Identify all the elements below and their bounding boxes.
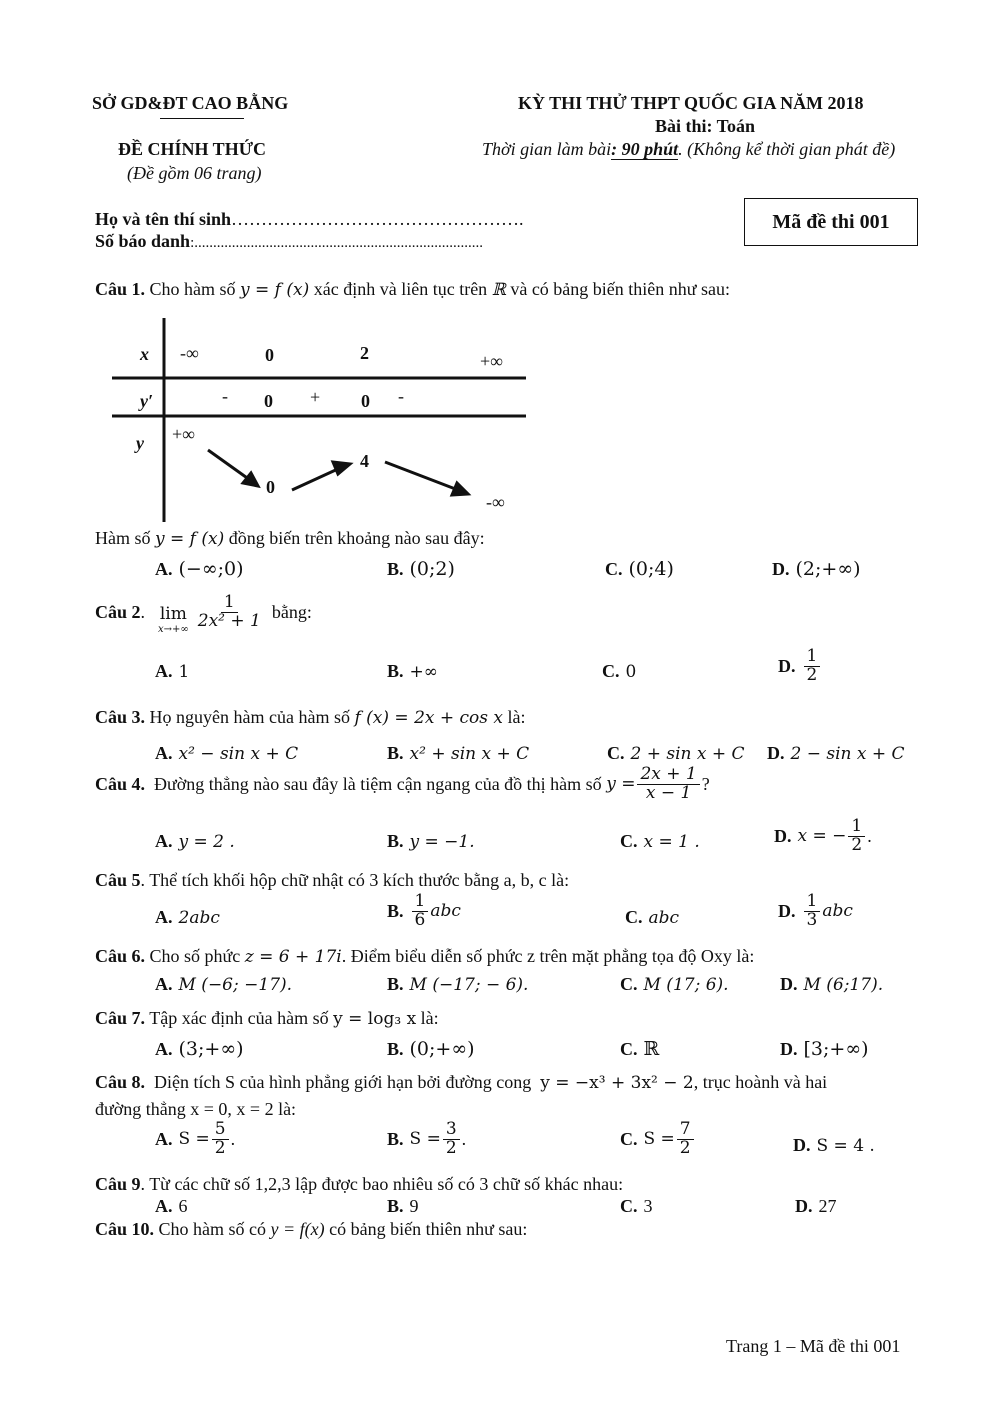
q8-line2: đường thẳng x = 0, x = 2 là: — [95, 1099, 297, 1119]
q9-answer-b — [387, 1196, 419, 1217]
answer-label: C. — [602, 661, 620, 681]
question-8 — [95, 1072, 827, 1093]
answer-label: A. — [155, 831, 173, 851]
q4-answer-c — [620, 831, 700, 852]
q8-answer-d — [793, 1135, 875, 1156]
answer-label: D. — [772, 559, 790, 579]
answer-label: C. — [620, 831, 638, 851]
answer-value: 1 — [178, 662, 190, 682]
sign-3: + — [310, 387, 321, 407]
q7-func: y = log₃ x — [333, 1009, 417, 1029]
q3-answer-d — [767, 743, 905, 764]
q4-denominator: x − 1 — [645, 782, 692, 803]
answer-fraction — [443, 1121, 460, 1158]
exam-code-box — [744, 198, 918, 246]
q1-followup-func: y = f (x) — [155, 529, 225, 549]
q1-answer-d — [772, 558, 861, 581]
q6-text-b: . Điểm biểu diễn số phức z trên mặt phẳng tọa độ Oxy là: — [341, 946, 755, 966]
arrow-down-2-head — [452, 483, 468, 495]
answer-label: A. — [155, 1128, 173, 1149]
q3-answer-a — [155, 743, 298, 764]
answer-fraction — [677, 1121, 694, 1158]
answer-value: x² − sin x + C — [178, 744, 299, 764]
q2-tail: bằng: — [271, 602, 312, 622]
arrow-up-head — [333, 462, 350, 474]
q7-answer-d — [780, 1038, 869, 1061]
answer-label: C. — [620, 1128, 638, 1149]
q3-tail: là: — [507, 707, 526, 727]
answer-label: C. — [625, 907, 643, 927]
answer-label: B. — [387, 831, 404, 851]
fraction-den: 2 — [851, 834, 863, 855]
answer-value: abc — [648, 908, 680, 928]
answer-post: abc — [430, 901, 461, 922]
name-dots: …………………………………………. — [231, 209, 524, 229]
q5-answer-c — [625, 907, 679, 928]
q4-answer-d — [774, 818, 872, 855]
time-suffix: . (Không kể thời gian phát đề) — [678, 139, 896, 159]
q4-answer-a — [155, 831, 235, 852]
answer-fraction — [848, 818, 865, 855]
q6-z: z = 6 + 17i — [244, 947, 342, 967]
q2-answer-a — [155, 661, 189, 682]
q5-answer-b — [387, 893, 461, 930]
q9-answer-c — [620, 1196, 653, 1217]
answer-value: S = 4 . — [816, 1136, 875, 1156]
question-1 — [95, 279, 730, 300]
answer-value: 6 — [178, 1196, 188, 1216]
fraction-num: 7 — [677, 1121, 694, 1140]
question-5 — [95, 870, 569, 891]
q8-tail: , trục hoành và hai — [693, 1072, 828, 1092]
q1-followup-b: đồng biến trên khoảng nào sau đây: — [228, 528, 485, 548]
fraction-num: 3 — [443, 1121, 460, 1140]
x-value-2: 0 — [265, 345, 274, 365]
answer-label: B. — [387, 900, 404, 921]
answer-label: C. — [607, 743, 625, 763]
arrow-down-1-shaft — [208, 450, 250, 480]
answer-pre: S = — [409, 1129, 441, 1150]
answer-value: M (6;17). — [803, 975, 884, 995]
q7-answer-c — [620, 1038, 659, 1061]
sign-1: - — [222, 386, 228, 406]
q2-lim: lim — [159, 604, 187, 624]
dept-underline — [160, 118, 244, 119]
q4-y-eq: y = — [606, 774, 636, 795]
arrow-down-2-shaft — [385, 462, 458, 490]
id-line — [95, 231, 483, 252]
q2-answer-c — [602, 661, 636, 682]
answer-label: A. — [155, 743, 173, 763]
question-10 — [95, 1219, 527, 1240]
fraction-den: 6 — [414, 909, 426, 930]
question-3 — [95, 707, 526, 728]
q9-answer-a — [155, 1196, 188, 1217]
q7-tail: là: — [420, 1008, 439, 1028]
q2-answer-d — [778, 648, 822, 685]
q5-text: . Thể tích khối hộp chữ nhật có 3 kích thước bằng a, b, c là: — [140, 870, 570, 890]
answer-post: . — [461, 1128, 467, 1149]
q2-lim-sub: x→+∞ — [158, 624, 189, 635]
answer-label: D. — [780, 1039, 798, 1059]
answer-value: (2;+∞) — [795, 558, 861, 580]
answer-value: 9 — [409, 1196, 419, 1216]
fraction-num: 1 — [804, 648, 821, 667]
answer-value: 2 + sin x + C — [630, 744, 745, 764]
exam-title: KỲ THI THỬ THPT QUỐC GIA NĂM 2018 — [518, 93, 864, 113]
fraction-den: 2 — [679, 1137, 691, 1158]
q7-label: Câu 7. — [95, 1008, 146, 1028]
q2-answer-b — [387, 661, 438, 682]
q5-answer-a — [155, 907, 220, 928]
y-value-2: 0 — [266, 477, 275, 497]
fraction-num: 5 — [212, 1121, 229, 1140]
q2-numerator: 1 — [221, 594, 238, 613]
fraction-num: 1 — [412, 893, 429, 912]
answer-label: D. — [793, 1135, 811, 1155]
q5-label: Câu 5 — [95, 870, 141, 890]
q4-tail: ? — [701, 773, 710, 794]
answer-label: B. — [387, 661, 404, 681]
answer-value: y = −1. — [409, 832, 475, 852]
answer-value: (0;+∞) — [409, 1038, 475, 1060]
q10-func: y = f(x) — [270, 1219, 325, 1239]
q1-answer-a — [155, 558, 244, 581]
q1-text-c: và có bảng biến thiên như sau: — [510, 279, 731, 299]
sign-5: - — [398, 386, 404, 406]
answer-value: ℝ — [643, 1038, 660, 1060]
q4-text: Đường thẳng nào sau đây là tiệm cận ngang của đồ thị hàm số — [154, 773, 602, 794]
q1-domain: ℝ — [491, 280, 506, 300]
answer-label: D. — [778, 900, 796, 921]
row-label-x: x — [140, 344, 149, 364]
answer-label: B. — [387, 559, 404, 579]
answer-value: (0;2) — [409, 558, 455, 580]
answer-pre: S = — [178, 1129, 210, 1150]
answer-value: (3;+∞) — [178, 1038, 244, 1060]
question-4 — [95, 766, 710, 803]
answer-value: (0;4) — [628, 558, 674, 580]
answer-post: . — [867, 825, 872, 846]
q10-text-b: có bảng biến thiên như sau: — [329, 1219, 528, 1239]
q3-answer-c — [607, 743, 745, 764]
y-value-1: +∞ — [172, 424, 195, 444]
row-label-y: y — [136, 433, 144, 453]
q8-text: Diện tích S của hình phẳng giới hạn bởi đường cong — [154, 1072, 532, 1092]
answer-pre: x = − — [797, 826, 847, 847]
dept-name: SỞ GD&ĐT CAO BẰNG — [92, 93, 289, 113]
answer-post: . — [230, 1128, 236, 1149]
q8-answer-a — [155, 1121, 235, 1158]
time-line — [482, 139, 895, 160]
q9-text: . Từ các chữ số 1,2,3 lập được bao nhiêu số có 3 chữ số khác nhau: — [140, 1174, 624, 1194]
q2-limit — [158, 590, 189, 635]
fraction-num: 1 — [804, 893, 821, 912]
q7-answer-a — [155, 1038, 244, 1061]
answer-label: D. — [774, 825, 792, 846]
q6-text-a: Cho số phức — [149, 946, 241, 966]
q4-numerator: 2x + 1 — [637, 766, 699, 785]
answer-label: A. — [155, 559, 173, 579]
id-dots: :............................................................................. — [190, 235, 483, 251]
sign-2: 0 — [264, 391, 273, 411]
answer-label: D. — [778, 655, 796, 676]
answer-value: 0 — [625, 662, 637, 682]
q10-text-a: Cho hàm số có — [158, 1219, 267, 1239]
q3-text: Họ nguyên hàm của hàm số — [149, 707, 350, 727]
answer-value: 2abc — [178, 908, 220, 928]
q1-followup — [95, 528, 485, 549]
variation-table — [100, 310, 540, 525]
q1-answer-c — [605, 558, 674, 581]
id-label: Số báo danh — [95, 231, 191, 251]
question-6 — [95, 946, 754, 967]
row-label-yprime: y′ — [140, 391, 154, 411]
q8-answer-b — [387, 1121, 466, 1158]
y-value-4: -∞ — [486, 492, 505, 512]
page-footer: Trang 1 – Mã đề thi 001 — [726, 1336, 901, 1356]
answer-value: +∞ — [409, 662, 438, 682]
sign-4: 0 — [361, 391, 370, 411]
answer-label: C. — [620, 974, 638, 994]
name-label: Họ và tên thí sinh — [95, 209, 232, 229]
q4-answer-b — [387, 831, 475, 852]
answer-label: A. — [155, 661, 173, 681]
q1-func: y = f (x) — [240, 280, 310, 300]
arrow-up-shaft — [292, 468, 340, 490]
x-value-3: 2 — [360, 343, 369, 363]
answer-post: abc — [822, 901, 853, 922]
answer-fraction — [212, 1121, 229, 1158]
q7-text: Tập xác định của hàm số — [149, 1008, 329, 1028]
answer-value: 2 − sin x + C — [790, 744, 905, 764]
q1-text-a: Cho hàm số — [149, 279, 236, 299]
answer-pre: S = — [643, 1129, 675, 1150]
answer-fraction — [804, 893, 821, 930]
q8-func: y = −x³ + 3x² − 2 — [540, 1073, 694, 1093]
q2-fraction — [195, 594, 264, 631]
q7-answer-b — [387, 1038, 475, 1061]
q6-answer-c — [620, 974, 729, 995]
answer-label: C. — [605, 559, 623, 579]
q3-func: f (x) = 2x + cos x — [354, 708, 503, 728]
answer-label: B. — [387, 974, 404, 994]
q9-answer-d — [795, 1196, 837, 1217]
question-7 — [95, 1008, 439, 1029]
answer-value: 3 — [643, 1196, 653, 1216]
y-value-3: 4 — [360, 451, 369, 471]
time-prefix: Thời gian làm bài — [482, 139, 612, 159]
answer-value: (−∞;0) — [178, 558, 244, 580]
q1-label: Câu 1. — [95, 279, 146, 299]
answer-value: x = 1 . — [643, 832, 700, 852]
fraction-den: 2 — [214, 1137, 226, 1158]
answer-value: M (−17; − 6). — [409, 975, 529, 995]
q4-label: Câu 4. — [95, 773, 146, 794]
q2-label: Câu 2 — [95, 602, 141, 622]
answer-label: D. — [795, 1196, 813, 1216]
answer-label: C. — [620, 1039, 638, 1059]
answer-value: M (17; 6). — [643, 975, 729, 995]
subject: Bài thi: Toán — [655, 116, 756, 136]
answer-value: 27 — [818, 1196, 837, 1216]
answer-value: M (−6; −17). — [178, 975, 293, 995]
fraction-num: 1 — [848, 818, 865, 837]
q3-answer-b — [387, 743, 529, 764]
answer-label: C. — [620, 1196, 638, 1216]
answer-label: A. — [155, 1196, 173, 1216]
q6-answer-b — [387, 974, 528, 995]
answer-label: A. — [155, 974, 173, 994]
answer-label: A. — [155, 907, 173, 927]
answer-value: x² + sin x + C — [409, 744, 530, 764]
fraction-den: 2 — [445, 1137, 457, 1158]
fraction-den: 2 — [806, 664, 818, 685]
answer-value: [3;+∞) — [803, 1038, 869, 1060]
answer-label: B. — [387, 1128, 404, 1149]
pages-note: (Đề gồm 06 trang) — [127, 163, 262, 183]
q1-answer-b — [387, 558, 455, 581]
fraction-den: 3 — [806, 909, 818, 930]
exam-code: Mã đề thi 001 — [772, 210, 890, 233]
time-value: : 90 phút — [611, 139, 679, 159]
q1-followup-a: Hàm số — [95, 528, 151, 548]
q6-label: Câu 6. — [95, 946, 146, 966]
answer-label: B. — [387, 1039, 404, 1059]
q5-answer-d — [778, 893, 853, 930]
answer-label: B. — [387, 743, 404, 763]
x-value-1: -∞ — [180, 343, 199, 363]
q6-answer-a — [155, 974, 292, 995]
q8-answer-c — [620, 1121, 696, 1158]
q2-denominator: 2x² + 1 — [197, 611, 261, 631]
name-line — [95, 209, 524, 230]
official-label: ĐỀ CHÍNH THỨC — [118, 139, 267, 159]
q10-label: Câu 10. — [95, 1219, 155, 1239]
x-value-4: +∞ — [480, 351, 503, 371]
answer-value: y = 2 . — [178, 832, 235, 852]
q3-label: Câu 3. — [95, 707, 146, 727]
q4-fraction — [637, 766, 699, 803]
q8-label: Câu 8. — [95, 1072, 146, 1092]
question-2: Câu 2 . lim x→+∞ $\frac{1}{\text{2x² + 1}}$ bằng: — [95, 590, 312, 635]
q1-text-b: xác định và liên tục trên — [313, 279, 488, 299]
answer-label: A. — [155, 1039, 173, 1059]
answer-label: D. — [767, 743, 785, 763]
q9-label: Câu 9 — [95, 1174, 141, 1194]
answer-fraction — [412, 893, 429, 930]
answer-label: D. — [780, 974, 798, 994]
answer-fraction — [804, 648, 821, 685]
q6-answer-d — [780, 974, 883, 995]
question-9 — [95, 1174, 623, 1195]
answer-label: B. — [387, 1196, 404, 1216]
